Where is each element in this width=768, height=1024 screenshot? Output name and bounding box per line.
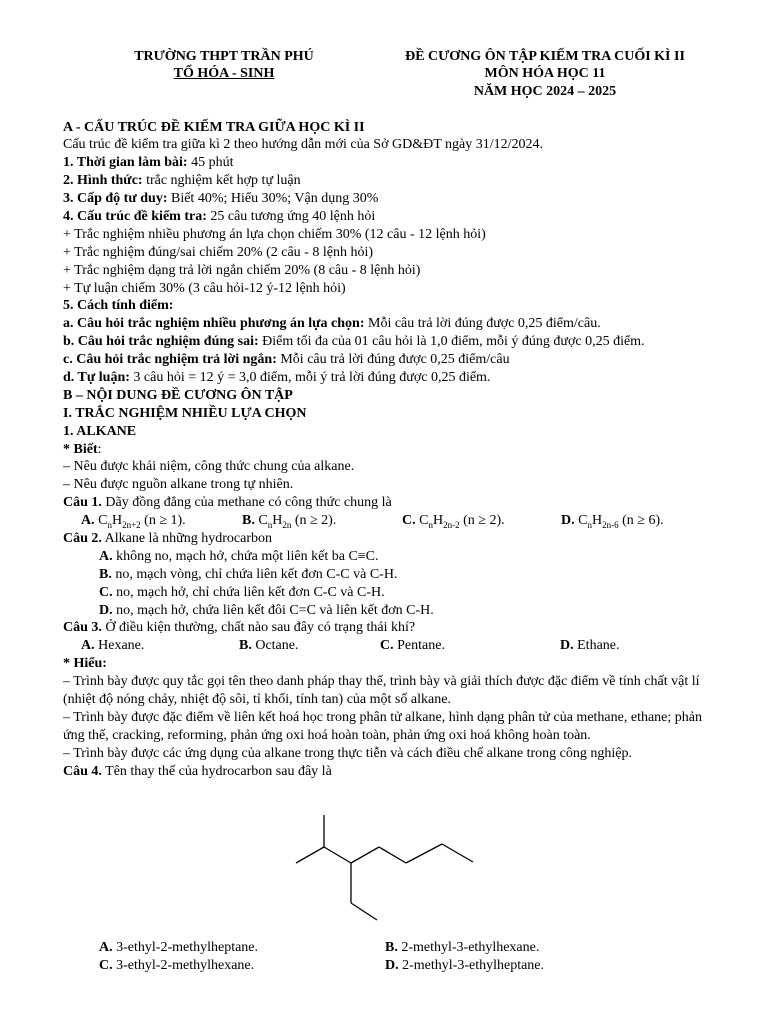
part-1-heading: I. TRẮC NGHIỆM NHIỀU LỰA CHỌN <box>63 405 307 421</box>
form-label: 2. Hình thức: <box>63 173 143 189</box>
option-c: C. no, mạch hở, chỉ chứa liên kết đơn C-C và C-H. <box>99 584 385 600</box>
question-text: Dãy đồng đẳng của methane có công thức chung là <box>101 495 392 511</box>
option-a: A. Hexane. <box>81 638 145 654</box>
scoring-item-text: 3 câu hỏi = 12 ý = 3,0 điểm, mỗi ý trả lời đúng được 0,25 điểm. <box>129 369 491 385</box>
chain-bond <box>296 847 324 863</box>
know-item: – Nêu được nguồn alkane trong tự nhiên. <box>63 477 294 493</box>
option-a: A. 3-ethyl-2-methylheptane. <box>99 940 259 955</box>
question-2 <box>63 530 713 548</box>
know-colon: : <box>97 441 102 457</box>
scoring-item-label: d. Tự luận: <box>63 369 130 385</box>
chain-bond <box>442 844 473 862</box>
level-line <box>63 190 713 208</box>
scoring-item-label: c. Câu hỏi trắc nghiệm trả lời ngắn: <box>63 352 277 368</box>
scoring-item-label: a. Câu hỏi trắc nghiệm nhiều phương án lựa chọn: <box>63 316 365 332</box>
section-b-heading: B – NỘI DUNG ĐỀ CƯƠNG ÔN TẬP <box>63 387 293 403</box>
question-4 <box>63 763 713 781</box>
question-label: Câu 4. <box>63 764 102 779</box>
option-b: B. $C_nH_{2n}$ (n ≥ 2). <box>242 513 337 530</box>
understand-item: – Trình bày được các ứng dụng của alkane trong thực tiễn và cách điều chế alkane trong công nghiệp. <box>63 746 632 762</box>
scoring-item-text: Điểm tối đa của 01 câu hỏi là 1,0 điểm, mỗi ý đúng được 0,25 điểm. <box>258 334 645 350</box>
form-value: trắc nghiệm kết hợp tự luận <box>142 173 301 189</box>
question-text: Ở điều kiện thường, chất nào sau đây có trạng thái khí? <box>101 620 416 636</box>
time-line <box>63 154 713 172</box>
subject-title: MÔN HÓA HỌC 11 <box>484 66 606 81</box>
question-label: Câu 2. <box>63 530 102 546</box>
question-label: Câu 3. <box>63 620 102 636</box>
understand-item: – Trình bày được đặc điểm về liên kết hoá học trong phân tử alkane, hình dạng phân tử của methane, ethane; phản ứng thế, cracking, reforming, phản ứng oxi hoá hoàn toàn, phản ứng oxi hoá không hoàn toàn. <box>63 710 702 744</box>
time-label: 1. Thời gian làm bài: <box>63 155 188 171</box>
level-value: Biết 40%; Hiểu 30%; Vận dụng 30% <box>167 191 379 207</box>
option-d: D. Ethane. <box>560 638 620 654</box>
ethyl-branch-bond <box>351 903 377 920</box>
option-c: C. Pentane. <box>380 638 445 654</box>
chain-bond <box>379 847 406 863</box>
school-name: TRƯỜNG THPT TRẦN PHÚ <box>134 49 314 64</box>
structure-item: + Trắc nghiệm nhiều phương án lựa chọn chiếm 30% (12 câu - 12 lệnh hỏi) <box>63 226 486 242</box>
document-body <box>63 119 713 781</box>
scoring-item-text: Mỗi câu trả lời đúng được 0,25 điểm/câu <box>276 352 510 368</box>
section-a-heading: A - CẤU TRÚC ĐỀ KIẾM TRA GIỮA HỌC KÌ II <box>63 119 365 135</box>
know-label: * Biết <box>63 441 98 457</box>
chain-bond <box>406 844 442 863</box>
understand-heading: * Hiểu: <box>63 656 107 672</box>
topic-1-heading: 1. ALKANE <box>63 423 137 439</box>
structure-item: + Trắc nghiệm dạng trả lời ngắn chiếm 20% (8 câu - 8 lệnh hỏi) <box>63 262 421 278</box>
structure-value: 25 câu tương ứng 40 lệnh hỏi <box>206 208 376 224</box>
option-b: B. Octane. <box>239 638 299 654</box>
document-title: ĐỀ CƯƠNG ÔN TẬP KIẾM TRA CUỐI KÌ II <box>405 49 685 64</box>
chain-bond <box>351 847 379 863</box>
school-year: NĂM HỌC 2024 – 2025 <box>473 84 617 99</box>
option-b: B. 2-methyl-3-ethylhexane. <box>385 940 540 955</box>
scoring-item-label: b. Câu hỏi trắc nghiệm đúng sai: <box>63 334 259 350</box>
question-1-options <box>63 512 713 530</box>
option-c: C. 3-ethyl-2-methylhexane. <box>99 958 255 973</box>
section-a-intro: Cấu trúc đề kiểm tra giữa kì 2 theo hướng dẫn mới của Sở GD&ĐT ngày 31/12/2024. <box>63 137 543 153</box>
question-1 <box>63 494 713 512</box>
level-label: 3. Cấp độ tư duy: <box>63 191 168 207</box>
scoring-item <box>63 333 713 351</box>
option-b: B. no, mạch vòng, chỉ chứa liên kết đơn C-C và C-H. <box>99 566 398 582</box>
structure-line <box>63 208 713 226</box>
question-3 <box>63 619 713 637</box>
understand-item: – Trình bày được quy tắc gọi tên theo danh pháp thay thế, trình bày và giải thích được đặc điểm về tính chất vật lí (nhiệt độ nóng chảy, nhiệt độ sôi, tỉ khối, tính tan) của một số alkane. <box>63 674 700 708</box>
option-c: C. $C_nH_{2n-2}$ (n ≥ 2). <box>402 513 505 530</box>
option-d: D. no, mạch hở, chứa liên kết đôi C=C và liên kết đơn C-H. <box>99 602 434 618</box>
structure-label: 4. Cấu trúc đề kiểm tra: <box>63 208 207 224</box>
structure-item: + Trắc nghiệm đúng/sai chiếm 20% (2 câu - 8 lệnh hỏi) <box>63 244 374 260</box>
question-text: Alkane là những hydrocarbon <box>101 530 273 546</box>
know-heading <box>63 441 713 459</box>
option-a: A. không no, mạch hở, chứa một liên kết ba C≡C. <box>99 548 379 564</box>
question-3-options <box>63 637 713 655</box>
scoring-item <box>63 369 713 387</box>
scoring-item-text: Mỗi câu trả lời đúng được 0,25 điểm/câu. <box>364 316 601 332</box>
scoring-item <box>63 315 713 333</box>
question-text: Tên thay thế của hydrocarbon sau đây là <box>101 764 332 779</box>
chain-bond <box>324 847 351 863</box>
know-item: – Nêu được khái niệm, công thức chung của alkane. <box>63 459 355 475</box>
scoring-label: 5. Cách tính điểm: <box>63 298 174 314</box>
option-d: D. 2-methyl-3-ethylheptane. <box>385 958 545 973</box>
option-d: D. $C_nH_{2n-6}$ (n ≥ 6). <box>561 513 664 530</box>
form-line <box>63 172 713 190</box>
hydrocarbon-structure-figure <box>285 808 485 928</box>
department-name: TỔ HÓA - SINH <box>173 66 275 81</box>
structure-item: + Tự luận chiếm 30% (3 câu hỏi-12 ý-12 lệnh hỏi) <box>63 280 346 296</box>
time-value: 45 phút <box>187 155 234 171</box>
question-label: Câu 1. <box>63 495 102 511</box>
scoring-item <box>63 351 713 369</box>
option-a: A. $C_nH_{2n+2}$ (n ≥ 1). <box>81 513 186 530</box>
